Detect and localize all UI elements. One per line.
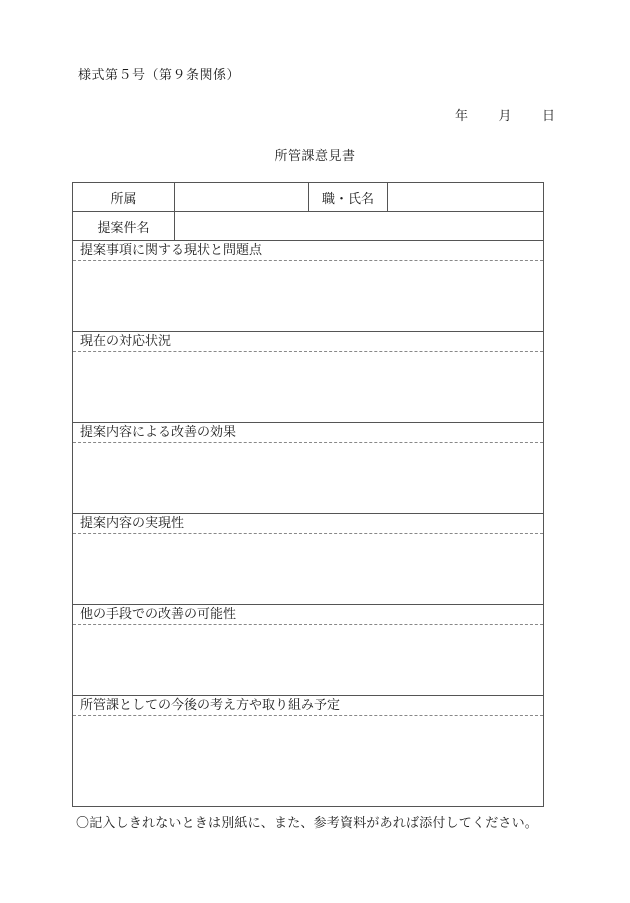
document-title: 所管課意見書 xyxy=(274,149,356,164)
section-alternative-means xyxy=(73,605,543,696)
proposal-title-label: 提案件名 xyxy=(73,212,175,240)
opinion-form-table xyxy=(72,182,544,807)
date-line xyxy=(455,105,555,124)
section-future-plans xyxy=(73,696,543,807)
section-current-issues xyxy=(73,241,543,332)
footer-note: 〇記入しきれないときは別紙に、また、参考資料があれば添付してください。 xyxy=(76,816,539,831)
proposal-title-field[interactable] xyxy=(175,212,543,240)
affiliation-field[interactable] xyxy=(175,183,309,211)
section-field[interactable] xyxy=(73,716,543,806)
section-field[interactable] xyxy=(73,534,543,604)
section-current-response xyxy=(73,332,543,423)
section-label: 提案事項に関する現状と問題点 xyxy=(73,241,543,261)
position-name-label: 職・氏名 xyxy=(309,183,388,211)
section-label: 他の手段での改善の可能性 xyxy=(73,605,543,625)
section-feasibility xyxy=(73,514,543,605)
affiliation-row xyxy=(73,183,543,212)
date-month-label: 月 xyxy=(498,109,512,124)
section-label: 所管課としての今後の考え方や取り組み予定 xyxy=(73,696,543,716)
date-year-label: 年 xyxy=(455,109,469,124)
section-field[interactable] xyxy=(73,625,543,695)
section-label: 現在の対応状況 xyxy=(73,332,543,352)
form-number: 様式第５号（第９条関係） xyxy=(78,68,241,83)
section-improvement-effect xyxy=(73,423,543,514)
affiliation-label: 所属 xyxy=(73,183,175,211)
section-field[interactable] xyxy=(73,261,543,331)
position-name-field[interactable] xyxy=(388,183,543,211)
section-field[interactable] xyxy=(73,443,543,513)
section-field[interactable] xyxy=(73,352,543,422)
date-day-label: 日 xyxy=(541,109,555,124)
section-label: 提案内容の実現性 xyxy=(73,514,543,534)
proposal-title-row xyxy=(73,212,543,241)
section-label: 提案内容による改善の効果 xyxy=(73,423,543,443)
